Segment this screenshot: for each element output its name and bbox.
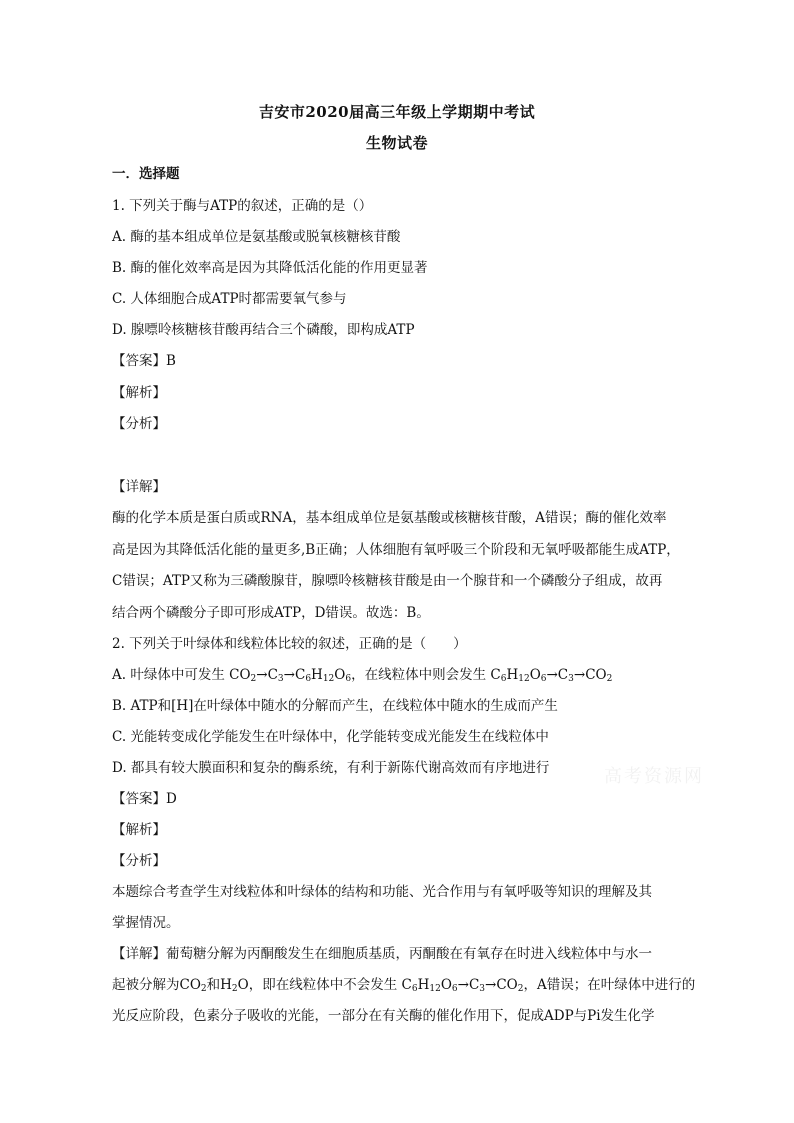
- q1-answer: 【答案】B: [112, 353, 176, 369]
- q2-fenxi-label: 【分析】: [112, 853, 166, 869]
- exam-subtitle: 生物试卷: [365, 134, 428, 152]
- q2-fenxi-line: 本题综合考查学生对线粒体和叶绿体的结构和功能、光合作用与有氧呼吸等知识的理解及其: [112, 884, 652, 900]
- q1-option-d: D. 腺嘌呤核糖核苷酸再结合三个磷酸，即构成ATP: [112, 322, 415, 338]
- q1-option-c: C. 人体细胞合成ATP时都需要氧气参与: [112, 291, 347, 307]
- q2-option-d: D. 都具有较大膜面积和复杂的酶系统，有利于新陈代谢高效而有序地进行: [112, 760, 550, 776]
- q1-detail-label: 【详解】: [112, 479, 166, 495]
- q1-stem: 1. 下列关于酶与ATP的叙述，正确的是（）: [112, 198, 373, 214]
- q1-analysis-label: 【解析】: [112, 385, 166, 401]
- q2-detail-line: 光反应阶段，色素分子吸收的光能，一部分在有关酶的催化作用下，促成ADP与Pi发生化学: [112, 1008, 655, 1024]
- q1-detail-line: 结合两个磷酸分子即可形成ATP，D错误。故选：B。: [112, 605, 430, 621]
- q2-option-a: A. 叶绿体中可发生 $CO_2\to C_3\to C_6H_{12}O_6$，在线粒体中则会发生 $C_6H_{12}O_6\to C_3\to CO_2$: [112, 667, 613, 684]
- q1-option-a: A. 酶的基本组成单位是氨基酸或脱氧核糖核苷酸: [112, 229, 401, 245]
- q2-detail-line: 起被分解为$CO_2$和$H_2O$，即在线粒体中不会发生 $C_6H_{12}O_6\to C_3\to CO_2$，A错误；在叶绿体中进行的: [112, 977, 696, 994]
- q2-analysis-label: 【解析】: [112, 822, 166, 838]
- q1-detail-line: 酶的化学本质是蛋白质或RNA，基本组成单位是氨基酸或核糖核苷酸，A错误；酶的催化效率: [112, 510, 667, 526]
- q1-detail-line: C错误；ATP又称为三磷酸腺苷，腺嘌呤核糖核苷酸是由一个腺苷和一个磷酸分子组成，故再: [112, 573, 663, 589]
- q2-fenxi-line: 掌握情况。: [112, 915, 180, 931]
- q1-detail-line: 高是因为其降低活化能的量更多,B正确；人体细胞有氧呼吸三个阶段和无氧呼吸都能生成ATP，: [112, 542, 680, 558]
- q2-option-c: C. 光能转变成化学能发生在叶绿体中，化学能转变成光能发生在线粒体中: [112, 729, 549, 745]
- q2-answer: 【答案】D: [112, 791, 177, 807]
- q1-option-b: B. 酶的催化效率高是因为其降低活化能的作用更显著: [112, 260, 428, 276]
- q2-stem: 2. 下列关于叶绿体和线粒体比较的叙述，正确的是（ ）: [112, 636, 467, 652]
- q2-detail-line: 【详解】葡萄糖分解为丙酮酸发生在细胞质基质，丙酮酸在有氧存在时进入线粒体中与水一: [112, 946, 652, 962]
- q1-fenxi-label: 【分析】: [112, 416, 166, 432]
- exam-title: 吉安市2020届高三年级上学期期中考试: [258, 103, 536, 121]
- q2-option-b: B. ATP和[H]在叶绿体中随水的分解而产生，在线粒体中随水的生成而产生: [112, 698, 558, 714]
- section-heading: 一．选择题: [112, 166, 180, 182]
- watermark: 高考资源网: [604, 766, 704, 787]
